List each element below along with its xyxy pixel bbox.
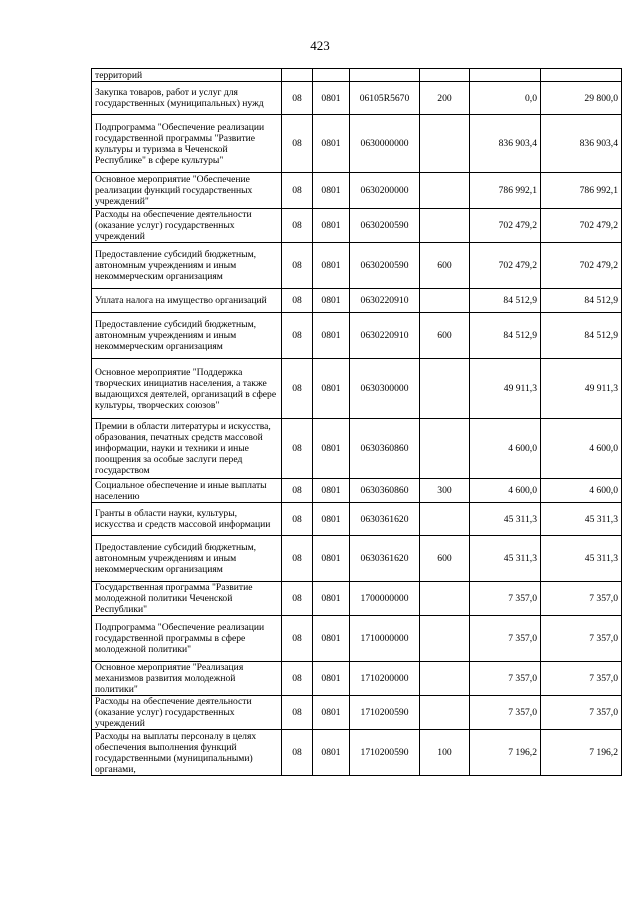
expense-type-code: 100 (420, 730, 470, 776)
amount-2: 7 357,0 (541, 582, 622, 616)
expense-type-code: 600 (420, 536, 470, 582)
subsection-code: 0801 (313, 419, 350, 479)
section-code: 08 (282, 730, 313, 776)
amount-1: 836 903,4 (470, 115, 541, 173)
subsection-code: 0801 (313, 503, 350, 536)
subsection-code: 0801 (313, 243, 350, 289)
expense-name: Премии в области литературы и искусства, образования, печатных средств массовой информации, науки и техники и иные поощрения за особые заслуги перед государством (92, 419, 282, 479)
subsection-code: 0801 (313, 662, 350, 696)
target-article-code: 1710200590 (350, 730, 420, 776)
table-row (92, 69, 622, 82)
table-row (92, 82, 622, 115)
expense-type-code (420, 209, 470, 243)
subsection-code: 0801 (313, 115, 350, 173)
section-code: 08 (282, 359, 313, 419)
amount-1: 49 911,3 (470, 359, 541, 419)
amount-2: 45 311,3 (541, 503, 622, 536)
subsection-code (313, 69, 350, 82)
target-article-code: 1710000000 (350, 616, 420, 662)
section-code: 08 (282, 209, 313, 243)
amount-1: 786 992,1 (470, 173, 541, 209)
expense-type-code (420, 289, 470, 313)
subsection-code: 0801 (313, 479, 350, 503)
subsection-code: 0801 (313, 536, 350, 582)
table-row (92, 536, 622, 582)
amount-2: 84 512,9 (541, 313, 622, 359)
subsection-code: 0801 (313, 173, 350, 209)
amount-2: 702 479,2 (541, 243, 622, 289)
expense-type-code (420, 696, 470, 730)
target-article-code: 0630200590 (350, 209, 420, 243)
section-code: 08 (282, 582, 313, 616)
expense-name: Основное мероприятие "Реализация механизмов развития молодежной политики" (92, 662, 282, 696)
target-article-code (350, 69, 420, 82)
table-row (92, 313, 622, 359)
amount-2: 7 357,0 (541, 662, 622, 696)
target-article-code: 0630220910 (350, 313, 420, 359)
section-code: 08 (282, 289, 313, 313)
section-code (282, 69, 313, 82)
expense-type-code (420, 662, 470, 696)
subsection-code: 0801 (313, 696, 350, 730)
expense-type-code (420, 359, 470, 419)
amount-2: 84 512,9 (541, 289, 622, 313)
subsection-code: 0801 (313, 359, 350, 419)
expense-type-code (420, 616, 470, 662)
target-article-code: 1710200000 (350, 662, 420, 696)
expense-name: Расходы на выплаты персоналу в целях обеспечения выполнения функций государственными (муниципальными) органами, (92, 730, 282, 776)
expense-type-code: 200 (420, 82, 470, 115)
amount-1: 84 512,9 (470, 313, 541, 359)
amount-2: 4 600,0 (541, 479, 622, 503)
expense-type-code (420, 419, 470, 479)
amount-2: 29 800,0 (541, 82, 622, 115)
amount-1: 7 357,0 (470, 616, 541, 662)
expense-name: Подпрограмма "Обеспечение реализации государственной программы "Развитие культуры и туризма в Чеченской Республике" в сфере культуры" (92, 115, 282, 173)
amount-2: 45 311,3 (541, 536, 622, 582)
table-row (92, 419, 622, 479)
table-row (92, 479, 622, 503)
section-code: 08 (282, 82, 313, 115)
expense-type-code (420, 115, 470, 173)
amount-1: 4 600,0 (470, 479, 541, 503)
expense-name: Закупка товаров, работ и услуг для государственных (муниципальных) нужд (92, 82, 282, 115)
target-article-code: 0630300000 (350, 359, 420, 419)
expense-type-code (420, 69, 470, 82)
amount-1: 7 357,0 (470, 582, 541, 616)
expense-name: Подпрограмма "Обеспечение реализации государственной программы в сфере молодежной политики" (92, 616, 282, 662)
expense-name: Гранты в области науки, культуры, искусства и средств массовой информации (92, 503, 282, 536)
subsection-code: 0801 (313, 582, 350, 616)
amount-1: 702 479,2 (470, 209, 541, 243)
target-article-code: 0630200000 (350, 173, 420, 209)
section-code: 08 (282, 616, 313, 662)
section-code: 08 (282, 115, 313, 173)
amount-1: 84 512,9 (470, 289, 541, 313)
amount-1: 45 311,3 (470, 536, 541, 582)
subsection-code: 0801 (313, 313, 350, 359)
table-row (92, 209, 622, 243)
section-code: 08 (282, 313, 313, 359)
amount-2: 836 903,4 (541, 115, 622, 173)
target-article-code: 0630000000 (350, 115, 420, 173)
amount-2: 7 357,0 (541, 616, 622, 662)
expense-name: Расходы на обеспечение деятельности (оказание услуг) государственных учреждений (92, 696, 282, 730)
table-row (92, 696, 622, 730)
subsection-code: 0801 (313, 82, 350, 115)
section-code: 08 (282, 479, 313, 503)
target-article-code: 0630200590 (350, 243, 420, 289)
amount-2: 7 196,2 (541, 730, 622, 776)
expense-type-code: 300 (420, 479, 470, 503)
expense-name: Предоставление субсидий бюджетным, автономным учреждениям и иным некоммерческим организациям (92, 313, 282, 359)
target-article-code: 0630361620 (350, 536, 420, 582)
amount-2: 702 479,2 (541, 209, 622, 243)
table-row (92, 503, 622, 536)
amount-2: 786 992,1 (541, 173, 622, 209)
budget-table (91, 68, 622, 776)
section-code: 08 (282, 536, 313, 582)
target-article-code: 1710200590 (350, 696, 420, 730)
amount-2 (541, 69, 622, 82)
table-row (92, 582, 622, 616)
amount-1: 7 357,0 (470, 696, 541, 730)
amount-1: 4 600,0 (470, 419, 541, 479)
section-code: 08 (282, 243, 313, 289)
target-article-code: 0630220910 (350, 289, 420, 313)
table-row (92, 616, 622, 662)
subsection-code: 0801 (313, 209, 350, 243)
page-number: 423 (310, 38, 330, 53)
section-code: 08 (282, 503, 313, 536)
table-row (92, 115, 622, 173)
amount-2: 4 600,0 (541, 419, 622, 479)
expense-name: Социальное обеспечение и иные выплаты населению (92, 479, 282, 503)
subsection-code: 0801 (313, 730, 350, 776)
subsection-code: 0801 (313, 616, 350, 662)
section-code: 08 (282, 173, 313, 209)
target-article-code: 0630360860 (350, 479, 420, 503)
amount-1: 45 311,3 (470, 503, 541, 536)
section-code: 08 (282, 662, 313, 696)
expense-name: территорий (92, 69, 282, 82)
expense-name: Уплата налога на имущество организаций (92, 289, 282, 313)
table-row (92, 243, 622, 289)
table-row (92, 173, 622, 209)
table-row (92, 289, 622, 313)
amount-2: 49 911,3 (541, 359, 622, 419)
expense-type-code (420, 173, 470, 209)
table-row (92, 359, 622, 419)
expense-name: Основное мероприятие "Поддержка творческих инициатив населения, а также выдающихся деятелей, организаций в сфере культуры, творческих союзов" (92, 359, 282, 419)
amount-1: 702 479,2 (470, 243, 541, 289)
target-article-code: 0630360860 (350, 419, 420, 479)
section-code: 08 (282, 419, 313, 479)
expense-type-code (420, 503, 470, 536)
table-row (92, 730, 622, 776)
expense-type-code: 600 (420, 313, 470, 359)
target-article-code: 1700000000 (350, 582, 420, 616)
expense-name: Расходы на обеспечение деятельности (оказание услуг) государственных учреждений (92, 209, 282, 243)
amount-1: 7 196,2 (470, 730, 541, 776)
table-row (92, 662, 622, 696)
expense-name: Государственная программа "Развитие молодежной политики Чеченской Республики" (92, 582, 282, 616)
expense-type-code (420, 582, 470, 616)
section-code: 08 (282, 696, 313, 730)
expense-type-code: 600 (420, 243, 470, 289)
amount-1 (470, 69, 541, 82)
expense-name: Основное мероприятие "Обеспечение реализации функций государственных учреждений" (92, 173, 282, 209)
target-article-code: 06105R5670 (350, 82, 420, 115)
subsection-code: 0801 (313, 289, 350, 313)
amount-1: 7 357,0 (470, 662, 541, 696)
amount-1: 0,0 (470, 82, 541, 115)
amount-2: 7 357,0 (541, 696, 622, 730)
target-article-code: 0630361620 (350, 503, 420, 536)
expense-name: Предоставление субсидий бюджетным, автономным учреждениям и иным некоммерческим организациям (92, 536, 282, 582)
expense-name: Предоставление субсидий бюджетным, автономным учреждениям и иным некоммерческим организациям (92, 243, 282, 289)
